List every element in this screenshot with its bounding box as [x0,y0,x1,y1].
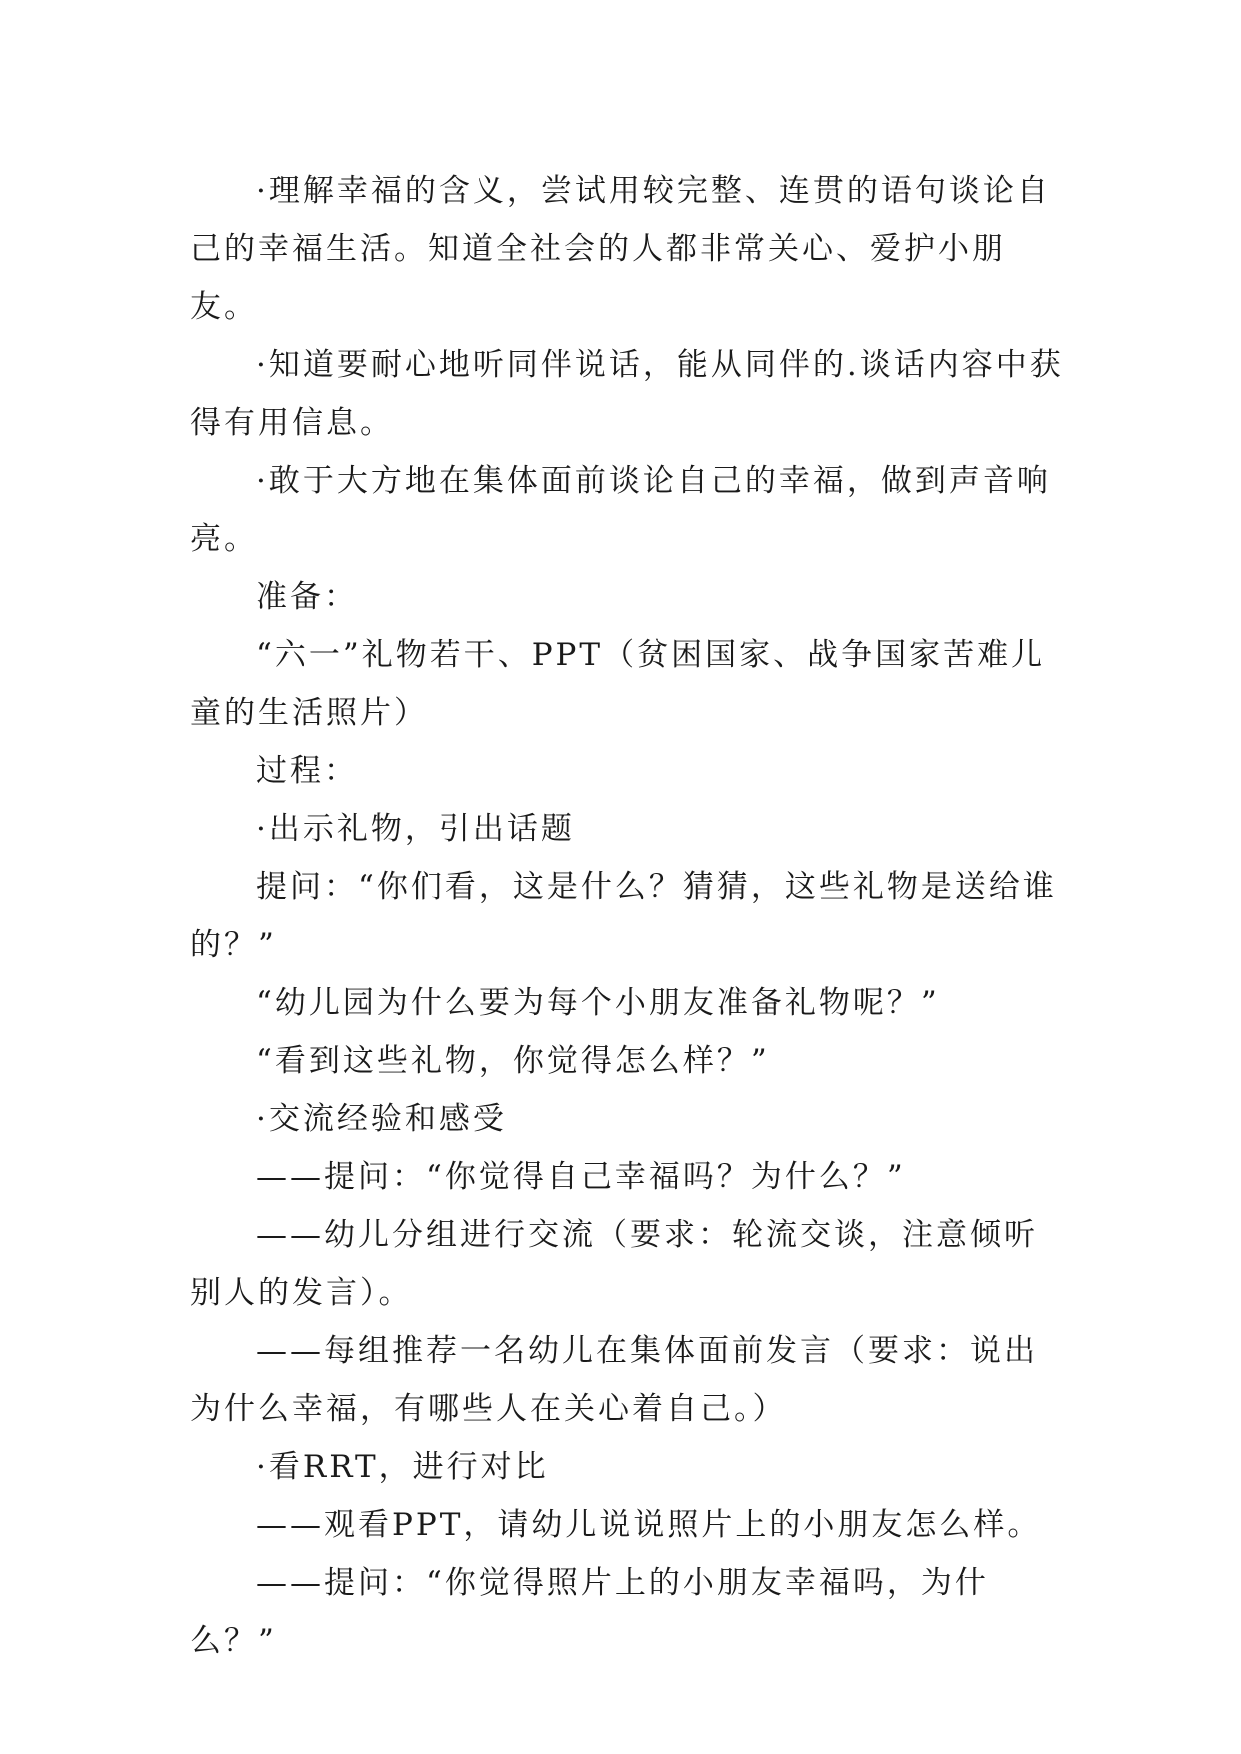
document-body [190,162,1070,1670]
objective-paragraph: ·知道要耐心地听同伴说话，能从同伴的.谈话内容中获得有用信息。 [190,347,1064,441]
process-paragraph: ——观看PPT，请幼儿说说照片上的小朋友怎么样。 [256,1507,1042,1543]
objective-paragraph: ·理解幸福的含义，尝试用较完整、连贯的语句谈论自己的幸福生活。知道全社会的人都非常关心、爱护小朋友。 [190,173,1051,325]
process-paragraph: “看到这些礼物，你觉得怎么样？” [256,1043,770,1079]
process-paragraph: ——每组推荐一名幼儿在集体面前发言（要求：说出为什么幸福，有哪些人在关心着自己。） [190,1333,1038,1427]
process-step-heading: ·出示礼物，引出话题 [256,811,575,847]
section-heading-preparation: 准备： [256,579,358,615]
process-paragraph: 提问：“你们看，这是什么？猜猜，这些礼物是送给谁的？” [190,869,1057,963]
objective-paragraph: ·敢于大方地在集体面前谈论自己的幸福，做到声音响亮。 [190,463,1051,557]
process-paragraph: “幼儿园为什么要为每个小朋友准备礼物呢？” [256,985,940,1021]
process-step-heading: ·看RRT，进行对比 [256,1449,549,1485]
preparation-paragraph: “六一”礼物若干、PPT（贫困国家、战争国家苦难儿童的生活照片） [190,637,1046,731]
process-paragraph: ——提问：“你觉得自己幸福吗？为什么？” [256,1159,906,1195]
process-paragraph: ——幼儿分组进行交流（要求：轮流交谈，注意倾听别人的发言）。 [190,1217,1038,1311]
section-heading-process: 过程： [256,753,358,789]
process-step-heading: ·交流经验和感受 [256,1101,507,1137]
process-paragraph: ——提问：“你觉得照片上的小朋友幸福吗，为什么？” [190,1565,989,1659]
